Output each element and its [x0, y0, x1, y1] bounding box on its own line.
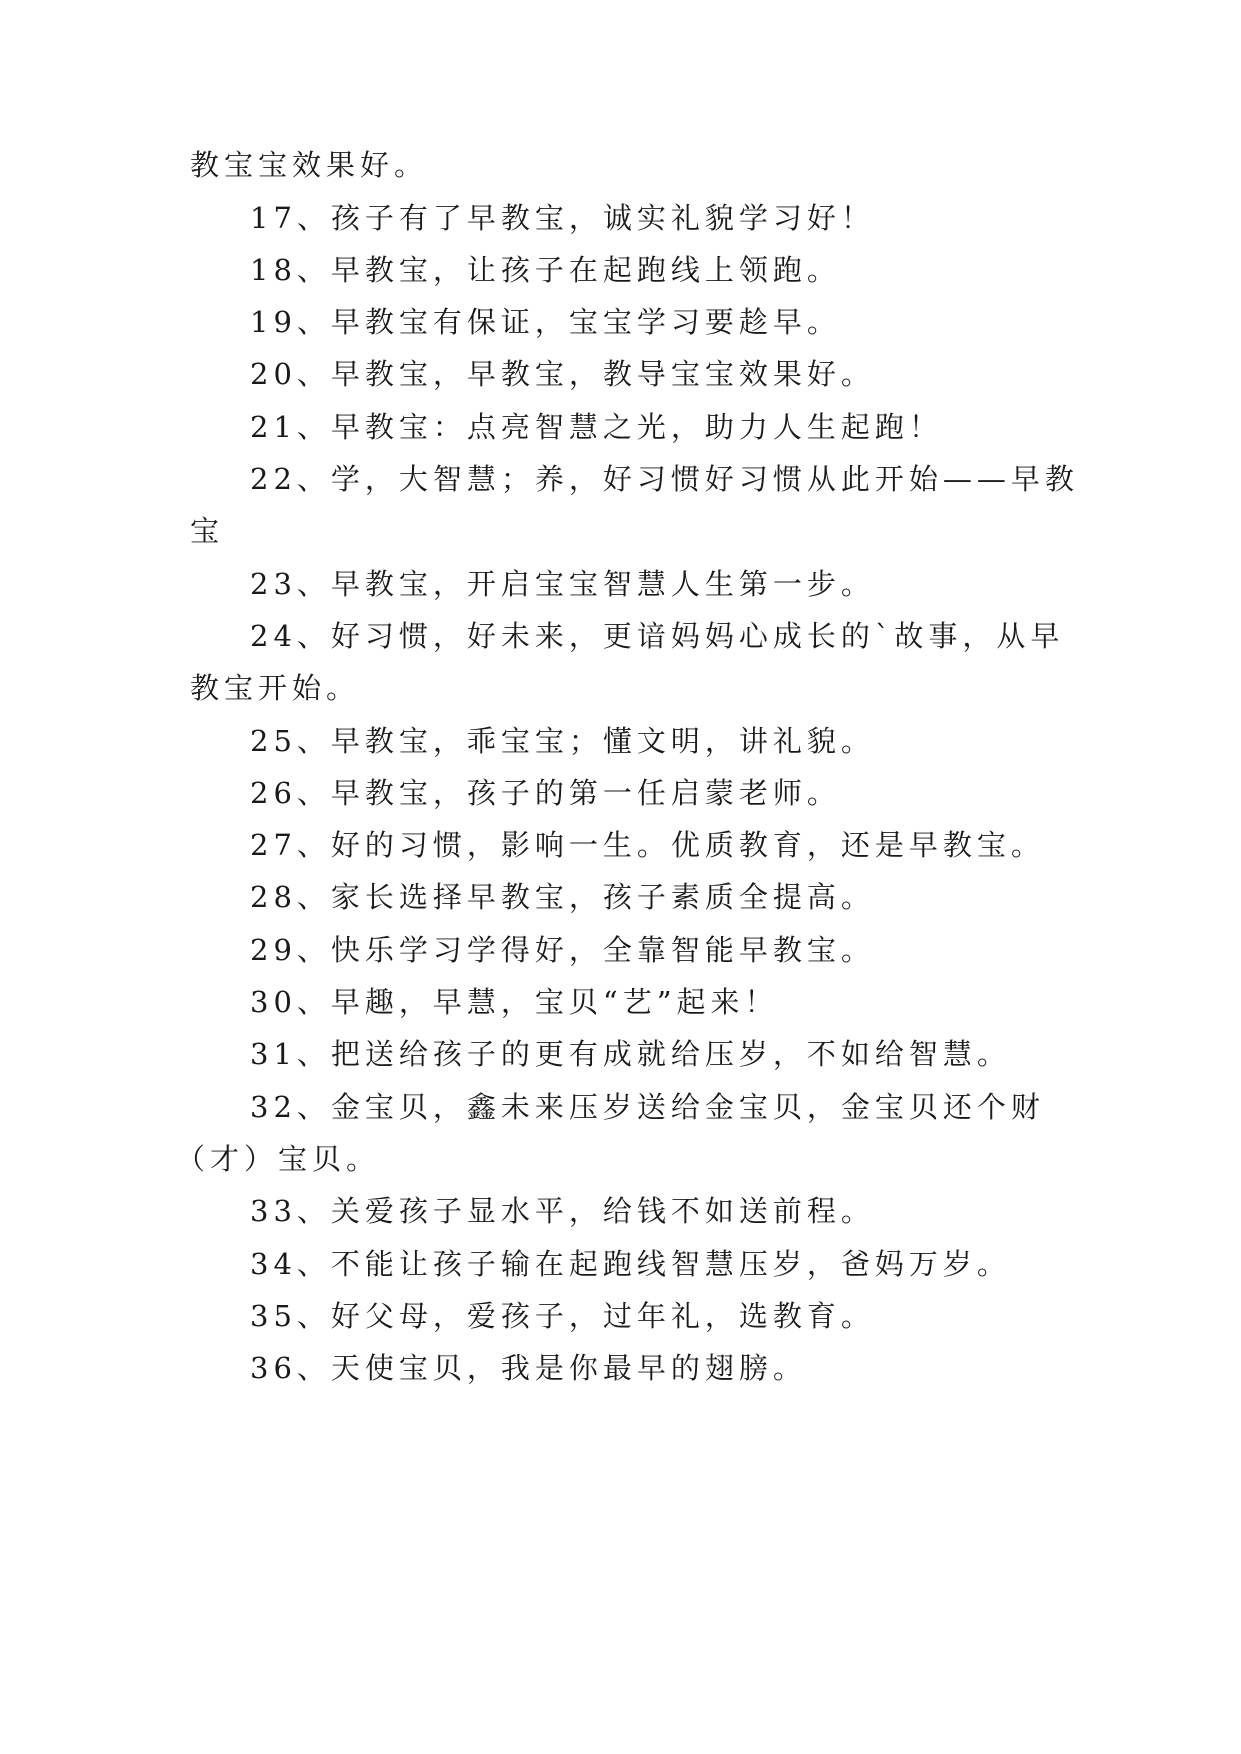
text-line-item-25: 25、早教宝，乖宝宝；懂文明，讲礼貌。: [250, 724, 875, 758]
text-line-item-17: 17、孩子有了早教宝，诚实礼貌学习好！: [250, 201, 875, 235]
text-line-item-23: 23、早教宝，开启宝宝智慧人生第一步。: [250, 567, 875, 601]
text-line-item-32: 32、金宝贝，鑫未来压岁送给金宝贝，金宝贝还个财: [250, 1090, 1045, 1124]
text-line-item-32-cont: （才）宝贝。: [176, 1142, 381, 1176]
text-line-item-36: 36、天使宝贝，我是你最早的翅膀。: [250, 1351, 807, 1385]
text-line-item-27: 27、好的习惯，影响一生。优质教育，还是早教宝。: [250, 828, 1045, 862]
text-line-item-33: 33、关爱孩子显水平，给钱不如送前程。: [250, 1194, 875, 1228]
text-line-item-22-cont: 宝: [190, 514, 225, 548]
text-line-item-24-cont: 教宝开始。: [190, 671, 361, 705]
text-line-item-28: 28、家长选择早教宝，孩子素质全提高。: [250, 880, 875, 914]
text-line-item-31: 31、把送给孩子的更有成就给压岁，不如给智慧。: [250, 1037, 1011, 1071]
text-line-item-21: 21、早教宝：点亮智慧之光，助力人生起跑！: [250, 410, 943, 444]
text-line-item-19: 19、早教宝有保证，宝宝学习要趁早。: [250, 305, 841, 339]
text-line-item-29: 29、快乐学习学得好，全靠智能早教宝。: [250, 933, 875, 967]
text-line-item-26: 26、早教宝，孩子的第一任启蒙老师。: [250, 776, 841, 810]
text-line-item-34: 34、不能让孩子输在起跑线智慧压岁，爸妈万岁。: [250, 1247, 1011, 1281]
text-line-continuation: 教宝宝效果好。: [190, 148, 429, 182]
text-line-item-22: 22、学，大智慧；养，好习惯好习惯从此开始——早教: [250, 462, 1079, 496]
text-line-item-18: 18、早教宝，让孩子在起跑线上领跑。: [250, 253, 841, 287]
text-line-item-30: 30、早趣，早慧，宝贝“艺”起来！: [250, 985, 779, 1019]
text-line-item-24: 24、好习惯，好未来，更谙妈妈心成长的`故事，从早: [250, 619, 1065, 653]
text-line-item-35: 35、好父母，爱孩子，过年礼，选教育。: [250, 1299, 875, 1333]
text-line-item-20: 20、早教宝，早教宝，教导宝宝效果好。: [250, 357, 875, 391]
